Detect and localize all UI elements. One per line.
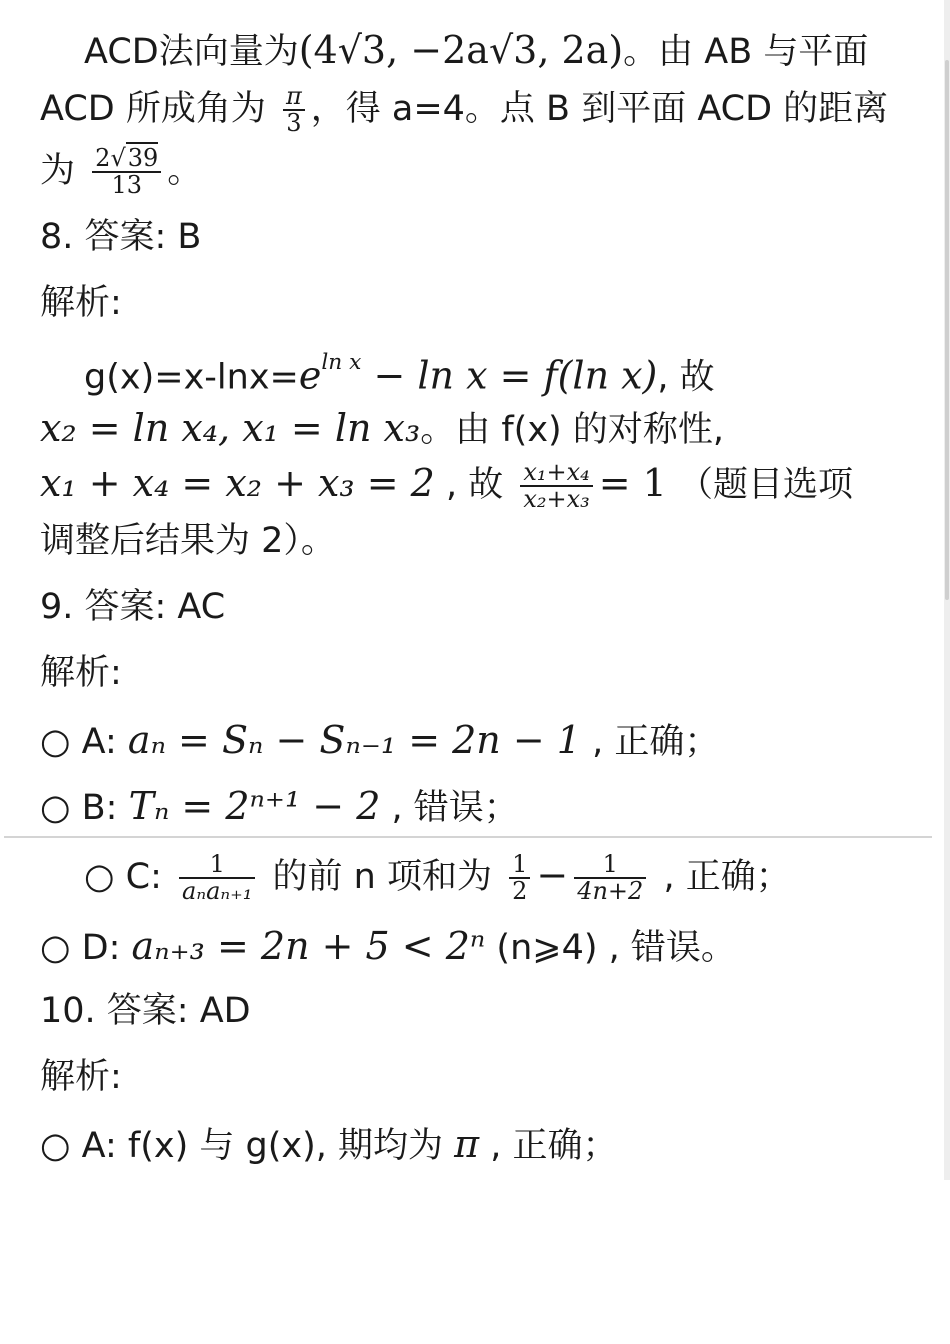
text-span: ACD法向量为 [84, 32, 299, 72]
option-a-10 [40, 1122, 618, 1168]
math-minus: − [536, 853, 569, 898]
option-tail: , 正确； [580, 722, 720, 762]
text-span: ，得 a=4。点 B 到平面 ACD 的距离 [310, 89, 889, 130]
fraction-numerator: π [283, 84, 305, 111]
text-line-g-definition [84, 350, 715, 399]
math-sum: x₁ + x₄ = x₂ + x₃ = 2 [40, 461, 435, 506]
scrollbar-thumb[interactable] [945, 60, 949, 600]
math-exponent: ln x [321, 350, 362, 375]
text-span: 为 [40, 151, 76, 192]
text-span: , 故 [657, 357, 715, 398]
answer-heading-8: 8. 答案: B [40, 217, 202, 257]
text-span: 。由 AB 与平面 [623, 32, 869, 72]
text-line-distance [40, 146, 202, 198]
text-line-normal-vector [84, 28, 868, 74]
option-a-9 [40, 718, 719, 764]
fraction-coefficient: 2 [95, 144, 111, 172]
math-normal-vector: (4√3, −2a√3, 2a) [298, 28, 624, 72]
analysis-label-8: 解析: [40, 283, 122, 323]
math-option-d: aₙ₊₃ = 2n + 5 < 2ⁿ [131, 924, 486, 968]
fraction-numerator: 1 [509, 852, 530, 879]
text-line-adjusted-result: 调整后结果为 2）。 [40, 521, 336, 561]
fraction-half [509, 852, 530, 904]
option-c-9 [84, 852, 791, 904]
option-tail: , 正确； [652, 857, 791, 898]
fraction-distance: $\frac{2√39}{13}$ [92, 146, 161, 198]
divider-line [4, 836, 932, 838]
math-expression: − ln x = f(ln x) [361, 353, 658, 398]
fraction-denominator: 4n+2 [577, 877, 644, 906]
fraction-denominator: 3 [286, 109, 302, 138]
text-span: ACD 所成角为 [40, 89, 266, 130]
fraction-x-ratio [520, 460, 592, 512]
option-label: ○ A: f(x) 与 g(x), 期均为 [40, 1126, 455, 1166]
math-x-relations: x₂ = ln x₄, x₁ = ln x₃ [40, 406, 421, 450]
fraction-radicand: 39 [127, 144, 159, 172]
text-span: （题目选项 [666, 465, 854, 506]
analysis-label-9: 解析: [40, 653, 122, 693]
fraction-numerator: 1 [179, 852, 255, 879]
text-line-symmetry [40, 460, 853, 512]
fraction-one-over-4n2 [574, 852, 646, 904]
fraction-denominator: aₙaₙ₊₁ [182, 877, 253, 906]
option-label: ○ A: [40, 722, 128, 762]
fraction-denominator: 2 [512, 877, 528, 906]
text-span: , 故 [434, 465, 515, 506]
fraction-denominator: x₂+x₃ [523, 485, 590, 514]
fraction-numerator: x₁+x₄ [520, 460, 592, 487]
fraction-denominator: 13 [111, 171, 142, 200]
text-line-x-relations [40, 406, 724, 452]
math-pi: π [454, 1122, 480, 1166]
option-tail: , 正确； [479, 1126, 618, 1166]
math-equals-one: = 1 [598, 461, 667, 506]
option-b-9 [40, 784, 519, 830]
option-tail: , 错误； [380, 788, 519, 828]
option-d-9 [40, 924, 736, 970]
option-label: ○ C: [84, 857, 174, 898]
option-tail: (n⩾4) , 错误。 [485, 928, 736, 968]
text-line-angle [40, 84, 888, 136]
math-e: e [298, 353, 322, 398]
answer-heading-9: 9. 答案: AC [40, 587, 226, 627]
analysis-label-10: 解析: [40, 1057, 122, 1097]
fraction-pi-over-3 [283, 84, 305, 136]
text-span: 。由 f(x) 的对称性, [420, 410, 724, 450]
text-span: g(x)=x-lnx= [84, 357, 299, 398]
answer-heading-10: 10. 答案: AD [40, 991, 251, 1031]
math-option-b: Tₙ = 2ⁿ⁺¹ − 2 [128, 784, 381, 828]
text-span: 。 [167, 151, 203, 192]
text-span: 的前 n 项和为 [261, 857, 504, 898]
option-label: ○ B: [40, 788, 129, 828]
math-option-a: aₙ = Sₙ − Sₙ₋₁ = 2n − 1 [127, 718, 581, 762]
fraction-numerator: 1 [574, 852, 646, 879]
fraction-reciprocal [179, 852, 255, 904]
option-label: ○ D: [40, 928, 132, 968]
